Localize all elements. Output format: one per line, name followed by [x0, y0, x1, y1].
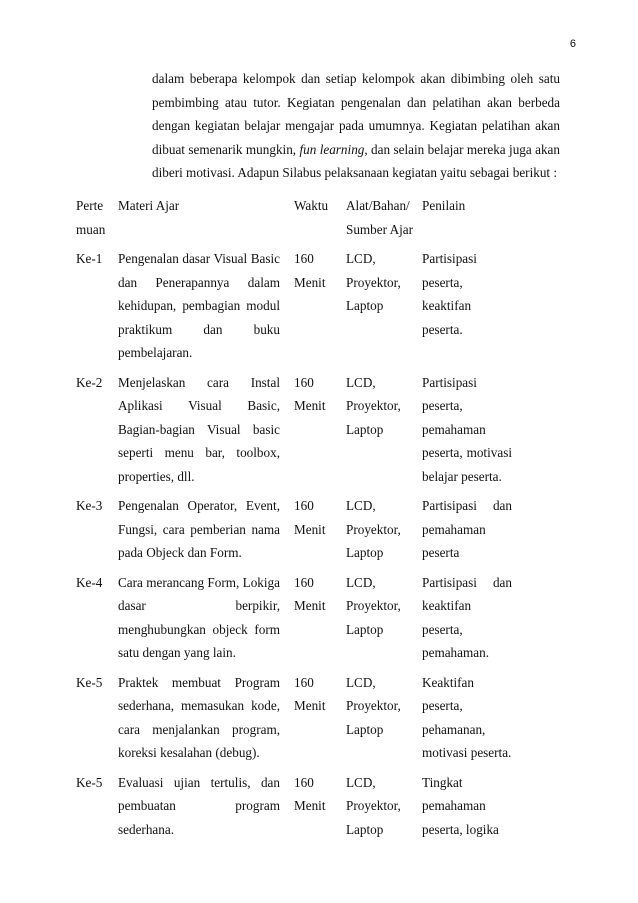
table-row	[76, 371, 512, 495]
cell-meeting: Ke-4	[76, 574, 103, 590]
cell-material: Pengenalan Operator, Event, Fungsi, cara pemberian nama pada Objeck dan Form.	[118, 498, 280, 560]
cell-assessment: Tingkat pemahaman peserta, logika	[422, 774, 499, 837]
cell-assessment: Partisipasi peserta, keaktifan peserta.	[422, 251, 477, 337]
cell-material: Pengenalan dasar Visual Basic dan Penerapannya dalam kehidupan, pembagian modul praktikum dan buku pembelajaran.	[118, 251, 280, 360]
header-tools: Alat/Bahan/ Sumber Ajar	[346, 198, 414, 237]
header-meeting: Perte muan	[76, 198, 106, 237]
cell-assessment: Partisipasi peserta, pemahaman peserta, motivasi belajar peserta.	[422, 374, 512, 484]
cell-assessment: Partisipasi dan pemahaman peserta	[422, 498, 512, 560]
intro-italic-term: fun learning	[299, 141, 365, 157]
cell-tools: LCD, Proyektor, Laptop	[346, 674, 401, 737]
page-number: 6	[569, 38, 576, 50]
header-time: Waktu	[294, 198, 329, 213]
cell-time: 160 Menit	[294, 674, 326, 713]
cell-material: Cara merancang Form, Lokiga dasar berpikir, menghubungkan objeck form satu dengan yang lain.	[118, 574, 280, 660]
cell-tools: LCD, Proyektor, Laptop	[346, 774, 401, 837]
cell-meeting: Ke-3	[76, 498, 103, 513]
cell-time: 160 Menit	[294, 374, 326, 413]
cell-meeting: Ke-1	[76, 251, 103, 266]
header-material: Materi Ajar	[118, 198, 180, 213]
cell-material: Menjelaskan cara Instal Aplikasi Visual Basic, Bagian-bagian Visual basic seperti menu bar, toolbox, properties, dll.	[118, 374, 280, 484]
cell-time: 160 Menit	[294, 774, 326, 813]
header-assessment: Penilain	[422, 198, 466, 213]
table-row	[76, 571, 512, 671]
syllabus-table	[76, 194, 512, 847]
cell-meeting: Ke-5	[76, 774, 103, 790]
cell-time: 160 Menit	[294, 498, 326, 537]
table-row	[76, 247, 512, 371]
table-row	[76, 494, 512, 571]
table-row	[76, 671, 512, 771]
cell-material: Evaluasi ujian tertulis, dan pembuatan program sederhana.	[118, 774, 280, 837]
table-row	[76, 771, 512, 848]
cell-assessment: Partisipasi dan keaktifan peserta, pemahaman.	[422, 574, 512, 660]
cell-time: 160 Menit	[294, 574, 326, 613]
table-header-row	[76, 194, 512, 247]
intro-text-1: dalam beberapa kelompok dan setiap kelompok akan dibimbing oleh satu pembimbing atau tutor. Kegiatan pengenalan dan pelatihan akan berbeda dengan kegiatan belajar mengajar pada umumnya. Kegiatan pelatihan akan dibuat semenarik mungkin,	[152, 71, 560, 157]
intro-text-2: , dan selain belajar mereka juga akan diberi motivasi. Adapun Silabus pelaksanaan kegiatan yaitu sebagai berikut :	[152, 141, 561, 180]
cell-tools: LCD, Proyektor, Laptop	[346, 374, 401, 437]
cell-meeting: Ke-5	[76, 674, 103, 690]
cell-meeting: Ke-2	[76, 374, 103, 390]
intro-paragraph	[152, 67, 560, 185]
cell-tools: LCD, Proyektor, Laptop	[346, 574, 401, 637]
cell-time: 160 Menit	[294, 251, 326, 290]
cell-tools: LCD, Proyektor, Laptop	[346, 498, 401, 560]
cell-material: Praktek membuat Program sederhana, memasukan kode, cara menjalankan program, koreksi kesalahan (debug).	[118, 674, 280, 760]
cell-assessment: Keaktifan peserta, pehamanan, motivasi peserta.	[422, 674, 512, 760]
cell-tools: LCD, Proyektor, Laptop	[346, 251, 401, 313]
